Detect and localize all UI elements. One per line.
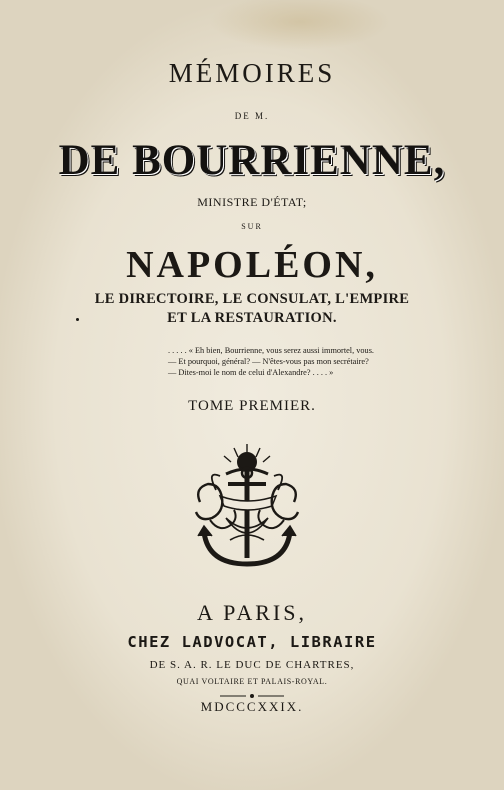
publication-year: MDCCCXXIX.	[200, 699, 304, 714]
publisher-title: DE S. A. R. LE DUC DE CHARTRES,	[149, 659, 355, 671]
subject-prefix: SUR	[241, 222, 263, 231]
subject-title: NAPOLÉON,	[126, 244, 378, 286]
subject-line-2: LE DIRECTOIRE, LE CONSULAT, L'EMPIRE	[94, 291, 410, 307]
book-title: MÉMOIRES	[168, 58, 336, 88]
volume-label: TOME PREMIER.	[188, 398, 316, 414]
anchor-emblem-icon	[186, 440, 308, 574]
city: A PARIS,	[196, 600, 307, 625]
author-prefix: DE M.	[234, 111, 270, 121]
author-role: MINISTRE D'ÉTAT;	[197, 195, 307, 209]
epigraph-line-2: — Et pourquoi, général? — N'êtes-vous pas mon secrétaire?	[168, 357, 369, 366]
epigraph-line-1: . . . . . « Eh bien, Bourrienne, vous serez aussi immortel, vous.	[168, 346, 375, 355]
epigraph-line-3: — Dites-moi le nom de celui d'Alexandre? . . . . »	[168, 368, 334, 377]
subject-line-3: ET LA RESTAURATION.	[167, 310, 337, 326]
publisher-address: QUAI VOLTAIRE ET PALAIS-ROYAL.	[176, 677, 328, 686]
ink-dot	[76, 318, 79, 321]
publisher: CHEZ LADVOCAT, LIBRAIRE	[127, 633, 377, 651]
author-name: DE BOURRIENNE,	[58, 137, 446, 184]
